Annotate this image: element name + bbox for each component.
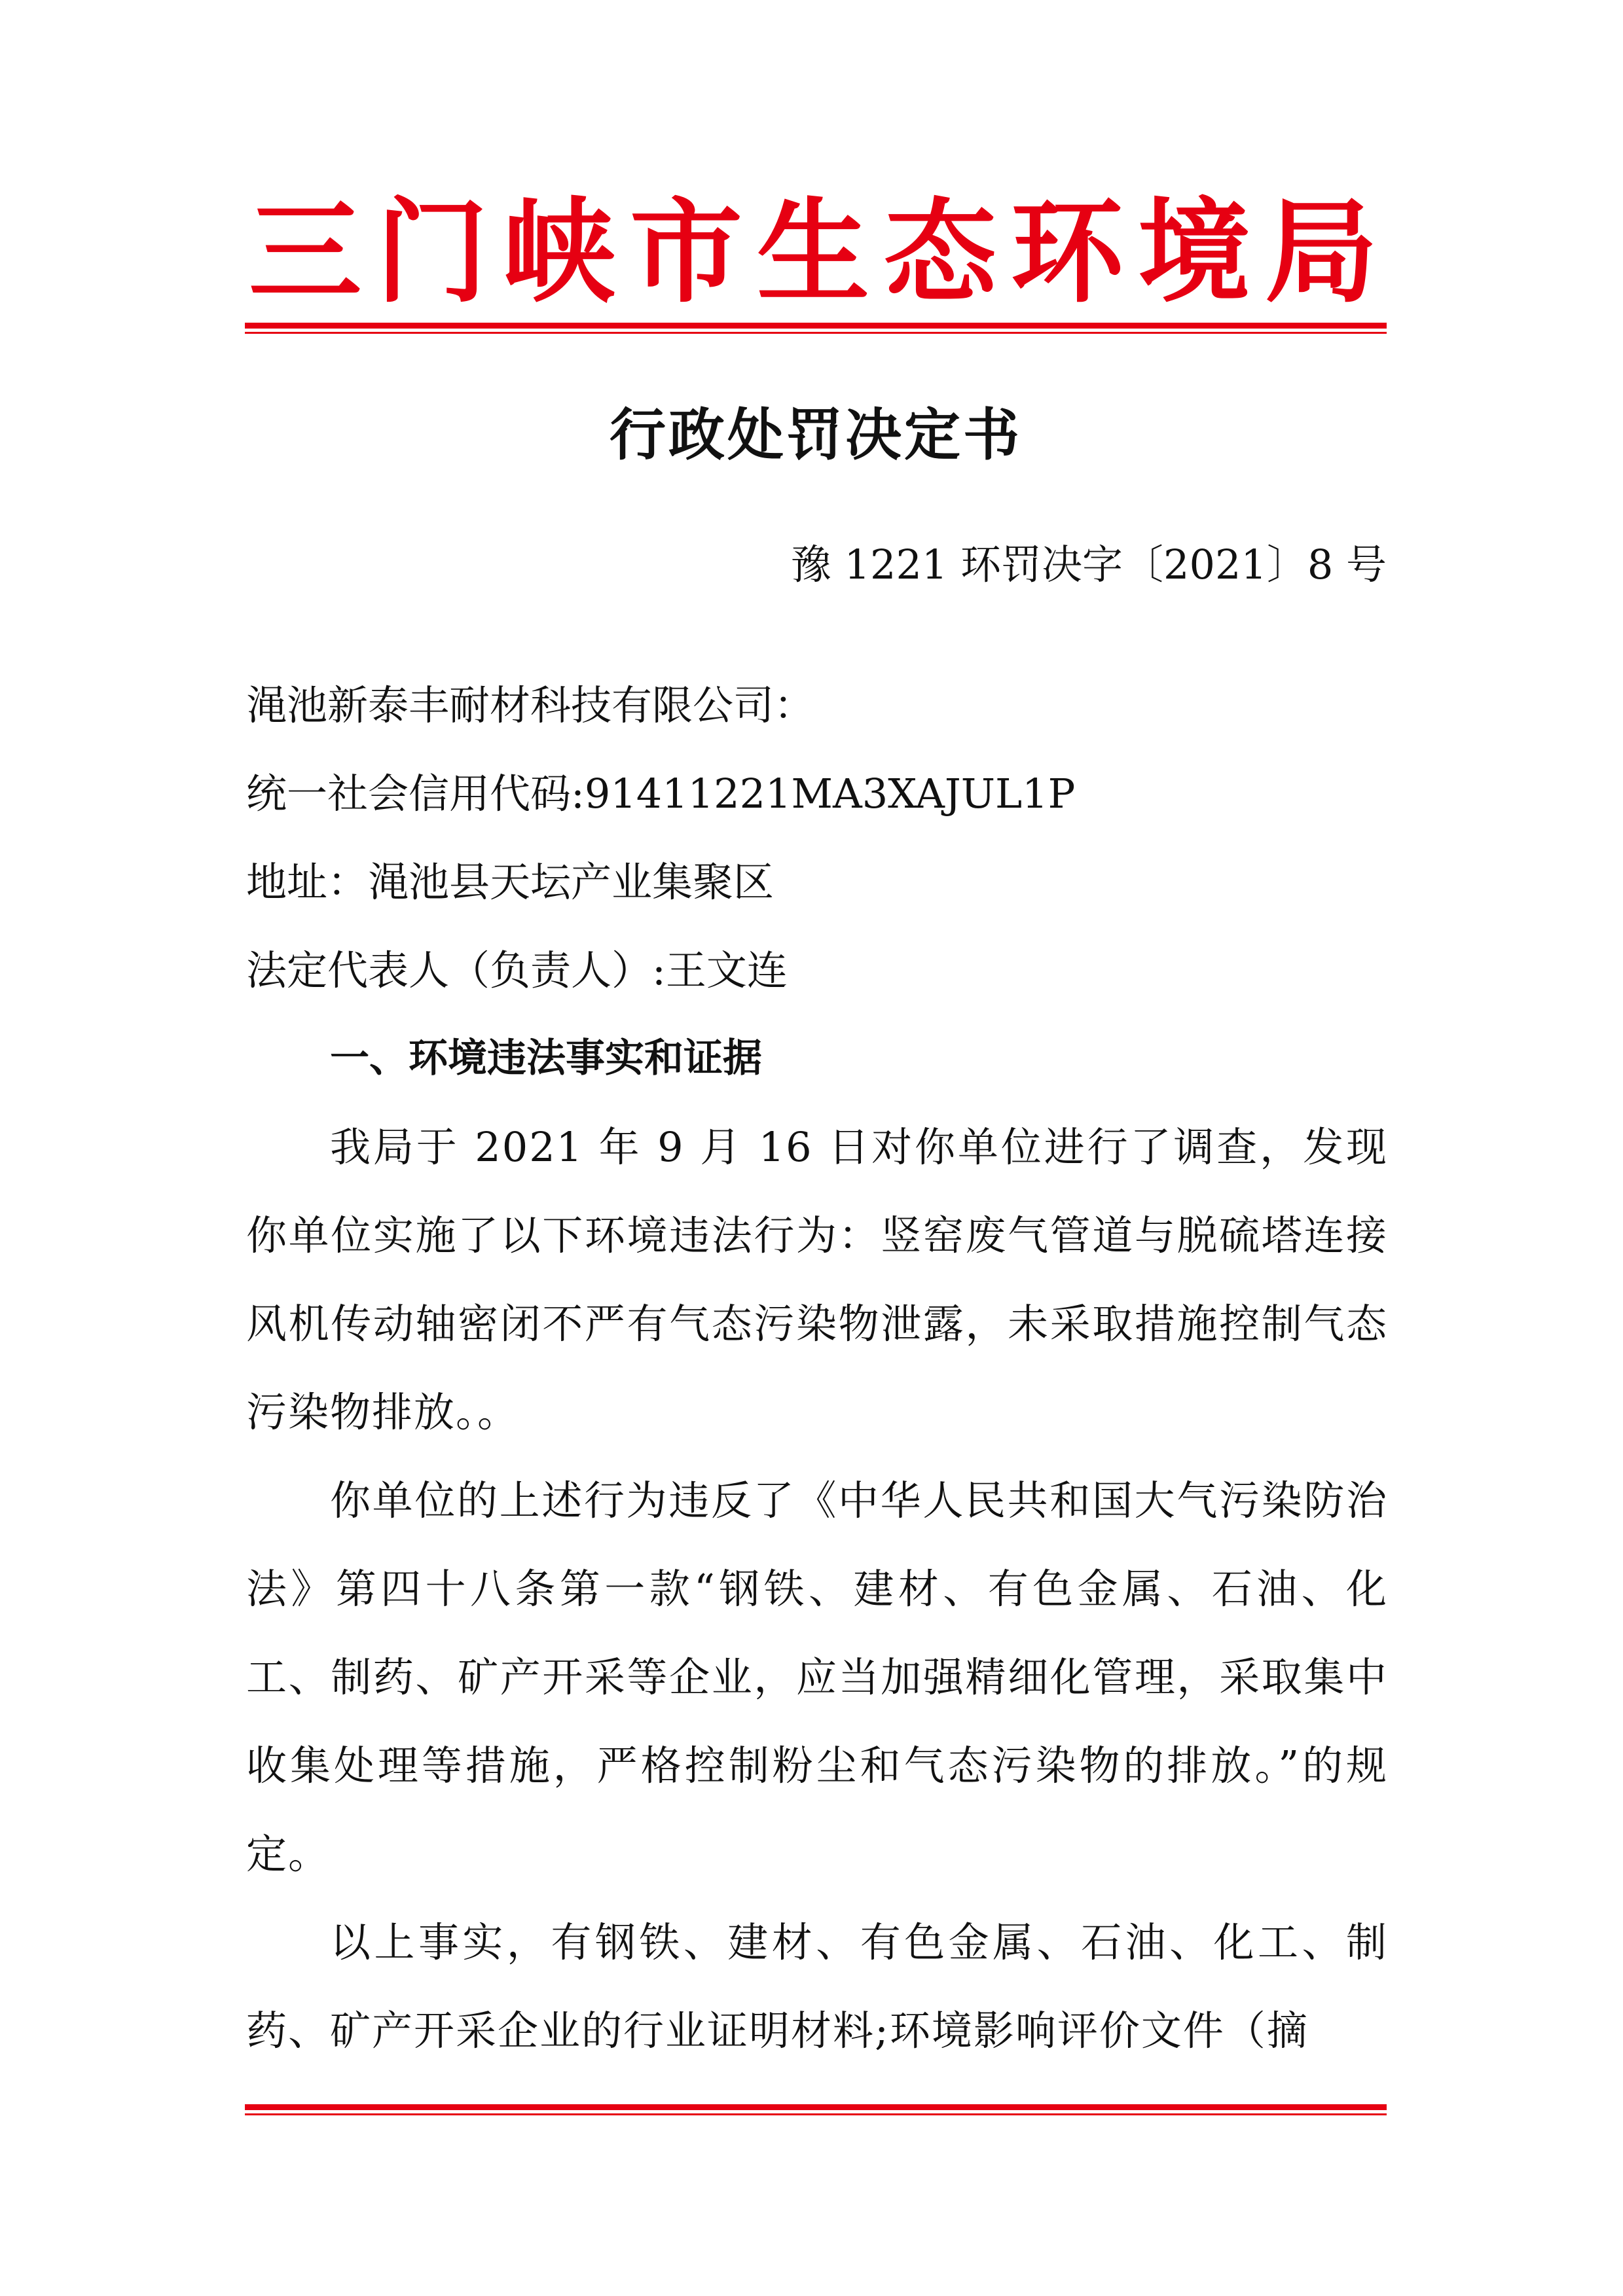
party-address: 地址：渑池县天坛产业集聚区 [246, 858, 775, 906]
party-legal-representative: 法定代表人（负责人）:王文连 [246, 946, 788, 994]
agency-masthead: 三门峡市生态环境局 [249, 185, 1392, 318]
document-body [246, 661, 1388, 2075]
document-number: 豫 1221 环罚决字〔2021〕8 号 [790, 541, 1387, 588]
party-name: 渑池新泰丰耐材科技有限公司： [246, 681, 815, 729]
party-credit-code: 统一社会信用代码:91411221MA3XAJUL1P [246, 770, 1076, 817]
document-title: 行政处罚决定书 [610, 402, 1022, 468]
header-divider-thick [245, 323, 1387, 329]
paragraph-legal-basis: 你单位的上述行为违反了《中华人民共和国大气污染防治法》第四十八条第一款“钢铁、建材、有色金属、石油、化工、制药、矿产开采等企业，应当加强精细化管理，采取集中收集处理等措施，严格控制粉尘和气态污染物的排放。”的规定。 [246, 1477, 1388, 1878]
paragraph-investigation: 我局于 2021 年 9 月 16 日对你单位进行了调查，发现你单位实施了以下环境违法行为：竖窑废气管道与脱硫塔连接风机传动轴密闭不严有气态污染物泄露，未采取措施控制气态污染物排放。。 [246, 1123, 1388, 1436]
header-divider-thin [245, 332, 1387, 334]
footer-divider-thin [245, 2113, 1387, 2115]
header-divider [245, 323, 1387, 334]
paragraph-evidence: 以上事实，有钢铁、建材、有色金属、石油、化工、制药、矿产开采企业的行业证明材料;环境影响评价文件（摘 [246, 1918, 1388, 2054]
footer-divider [245, 2104, 1387, 2115]
section-heading-violation-facts: 一、环境违法事实和证据 [330, 1035, 762, 1081]
footer-divider-thick [245, 2104, 1387, 2110]
